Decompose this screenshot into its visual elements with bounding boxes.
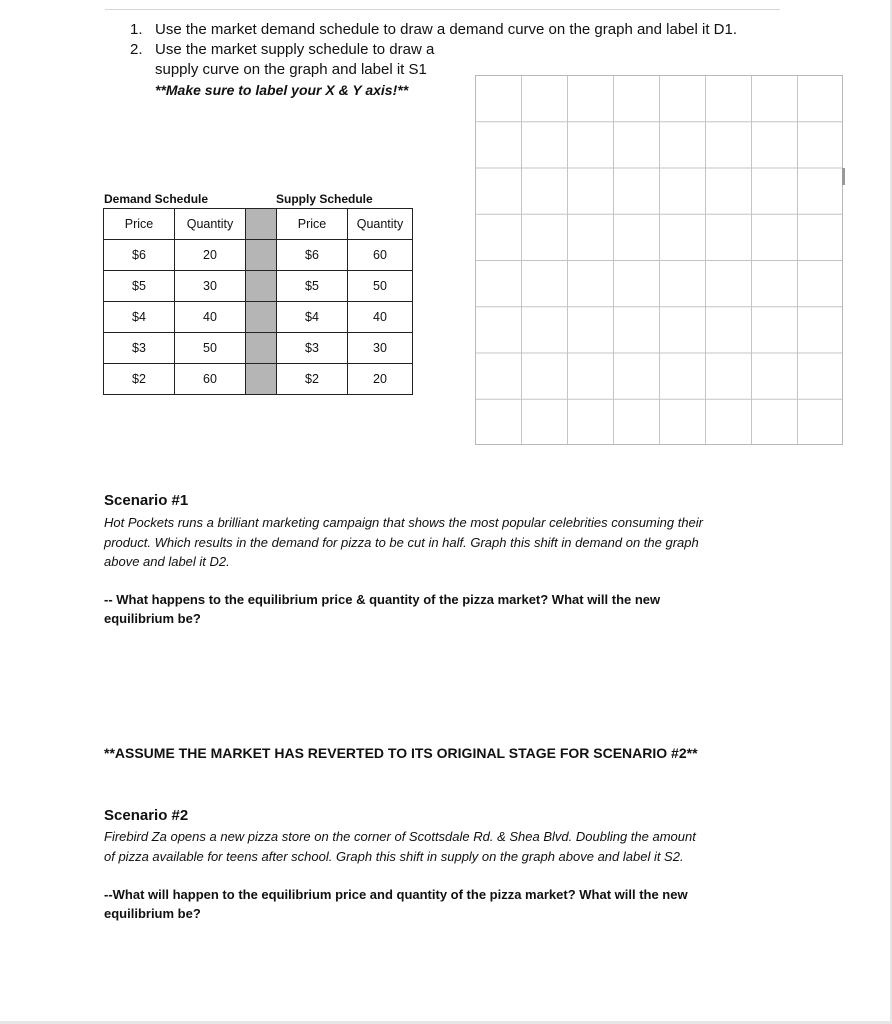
scenario-line: product. Which results in the demand for pizza to be cut in half. Graph this shift in demand on the graph — [104, 534, 699, 550]
demand-schedule-title: Demand Schedule — [104, 192, 209, 206]
price-cell: $2 — [104, 364, 175, 395]
quantity-cell: 60 — [348, 240, 413, 271]
price-cell: $4 — [104, 302, 175, 333]
supply-schedule-table — [276, 208, 413, 395]
top-divider — [105, 9, 780, 10]
separator-cell — [246, 364, 277, 395]
price-cell: $6 — [104, 240, 175, 271]
column-header: Quantity — [348, 209, 413, 240]
question-line: equilibrium be? — [104, 611, 201, 626]
quantity-cell: 40 — [348, 302, 413, 333]
scenario-line: above and label it D2. — [104, 554, 230, 569]
scenario-1-text — [104, 513, 794, 572]
price-cell: $3 — [277, 333, 348, 364]
table-row — [104, 333, 246, 364]
question-line: --What will happen to the equilibrium price and quantity of the pizza market? What will the new — [104, 887, 688, 902]
supply-schedule-title: Supply Schedule — [276, 192, 373, 206]
separator-cell — [246, 302, 277, 333]
scenario-1-question — [104, 590, 794, 628]
column-header: Quantity — [175, 209, 246, 240]
price-cell: $6 — [277, 240, 348, 271]
table-row — [277, 302, 413, 333]
price-cell: $3 — [104, 333, 175, 364]
table-row — [104, 240, 246, 271]
table-row — [104, 302, 246, 333]
separator-cell — [246, 271, 277, 302]
schedule-separator — [245, 208, 277, 395]
grid-edge-mark — [842, 168, 845, 185]
instruction-text: Use the market supply schedule to draw a — [155, 41, 435, 58]
question-line: -- What happens to the equilibrium price & quantity of the pizza market? What will the new — [104, 592, 661, 607]
scenario-2-text — [104, 827, 794, 866]
quantity-cell: 40 — [175, 302, 246, 333]
quantity-cell: 30 — [348, 333, 413, 364]
quantity-cell: 50 — [175, 333, 246, 364]
scenario-1-title: Scenario #1 — [104, 492, 189, 509]
assume-note: **ASSUME THE MARKET HAS REVERTED TO ITS ORIGINAL STAGE FOR SCENARIO #2** — [104, 745, 698, 761]
price-cell: $4 — [277, 302, 348, 333]
blank-graph-grid — [475, 75, 843, 445]
price-cell: $5 — [277, 271, 348, 302]
question-line: equilibrium be? — [104, 906, 201, 921]
separator-cell — [246, 333, 277, 364]
table-header-row — [104, 209, 246, 240]
scenario-2-question — [104, 885, 794, 923]
separator-cell — [246, 209, 277, 240]
scenario-line: Hot Pockets runs a brilliant marketing campaign that shows the most popular celebrities consuming their — [104, 515, 704, 530]
instruction-number: 2. — [130, 41, 143, 58]
column-header: Price — [277, 209, 348, 240]
instruction-text: supply curve on the graph and label it S1 — [155, 61, 427, 78]
price-cell: $5 — [104, 271, 175, 302]
column-header: Price — [104, 209, 175, 240]
quantity-cell: 20 — [175, 240, 246, 271]
demand-schedule-table — [103, 208, 246, 395]
table-row — [104, 271, 246, 302]
scenario-2-title: Scenario #2 — [104, 807, 189, 824]
instruction-1 — [130, 20, 737, 40]
scenario-line: of pizza available for teens after school. Graph this shift in supply on the graph above and label it S2. — [104, 848, 684, 864]
quantity-cell: 30 — [175, 271, 246, 302]
separator-cell — [246, 240, 277, 271]
quantity-cell: 60 — [175, 364, 246, 395]
axis-label-reminder: **Make sure to label your X & Y axis!** — [155, 82, 409, 98]
table-row — [277, 271, 413, 302]
quantity-cell: 20 — [348, 364, 413, 395]
table-row — [277, 240, 413, 271]
table-row — [104, 364, 246, 395]
table-row — [277, 333, 413, 364]
instruction-text: Use the market demand schedule to draw a demand curve on the graph and label it D1. — [155, 21, 738, 38]
price-cell: $2 — [277, 364, 348, 395]
quantity-cell: 50 — [348, 271, 413, 302]
table-row — [277, 364, 413, 395]
instruction-number: 1. — [130, 21, 143, 38]
table-header-row — [277, 209, 413, 240]
scenario-line: Firebird Za opens a new pizza store on the corner of Scottsdale Rd. & Shea Blvd. Doubling the amount — [104, 829, 696, 844]
